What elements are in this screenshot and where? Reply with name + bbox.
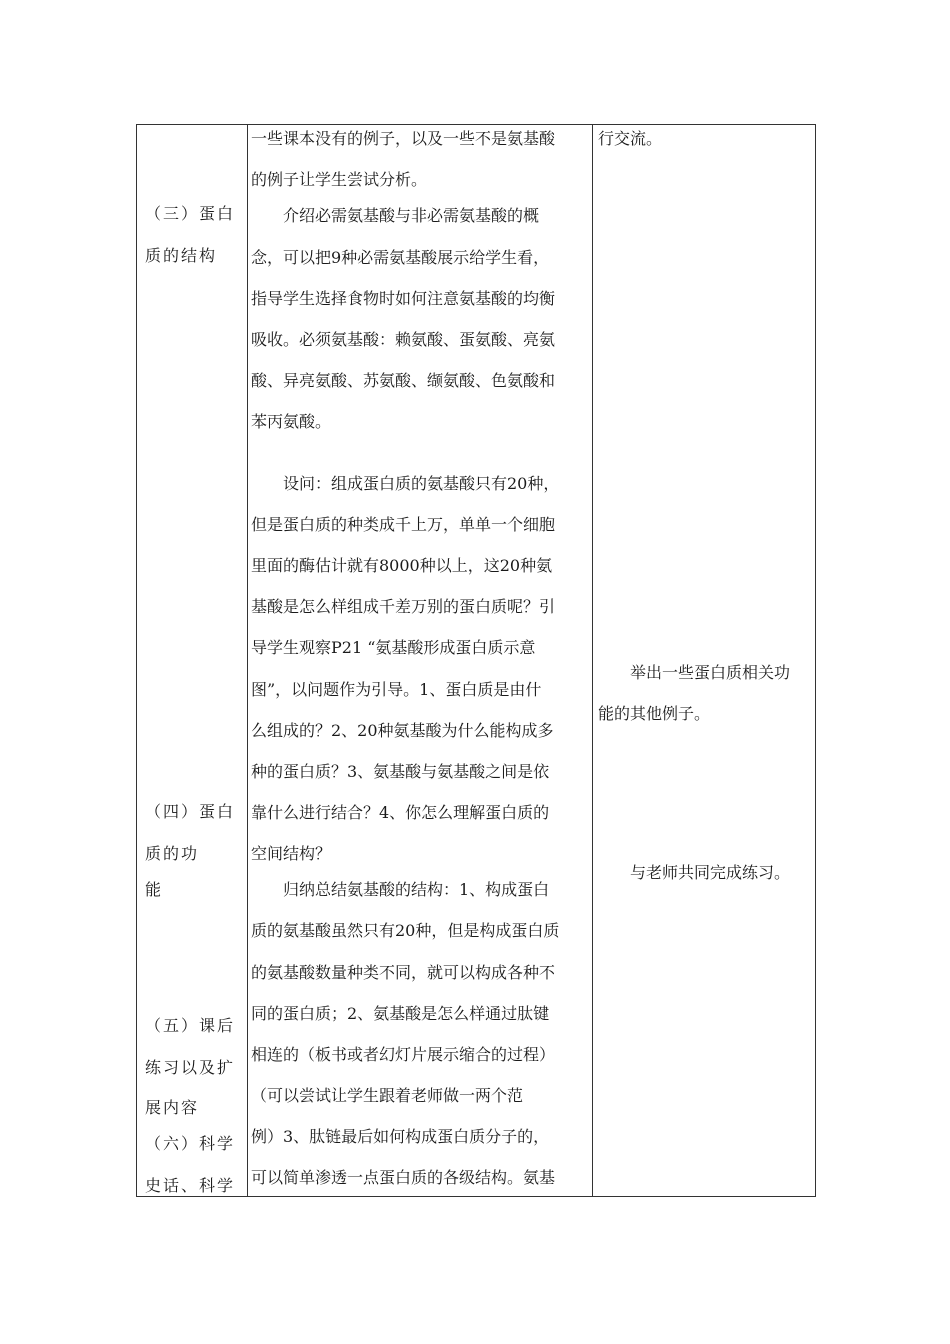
activity-text-line: 念，可以把9种必需氨基酸展示给学生看， bbox=[251, 248, 550, 267]
student-text-line: 行交流。 bbox=[598, 129, 663, 148]
lesson-table bbox=[136, 124, 816, 1197]
teacher-activity-column bbox=[247, 125, 592, 1196]
section-heading-line: （六）科学 bbox=[145, 1134, 236, 1153]
student-activity-column bbox=[592, 125, 817, 1196]
section-heading-line: 质的结构 bbox=[145, 246, 218, 265]
section-heading-line: 练习以及扩 bbox=[145, 1058, 236, 1077]
activity-text-line: 指导学生选择食物时如何注意氨基酸的均衡 bbox=[251, 289, 556, 308]
activity-text-line: 一些课本没有的例子，以及一些不是氨基酸 bbox=[251, 129, 556, 148]
activity-text-line: 图”，以问题作为引导。1、蛋白质是由什 bbox=[251, 680, 542, 699]
activity-text-line: 么组成的？2、20种氨基酸为什么能构成多 bbox=[251, 721, 554, 740]
activity-text-line: 的氨基酸数量种类不同，就可以构成各种不 bbox=[251, 963, 556, 982]
section-heading-line: （四）蛋白 bbox=[145, 802, 236, 821]
activity-text-line: 导学生观察P21 “氨基酸形成蛋白质示意 bbox=[251, 638, 536, 657]
activity-text-line: 酸、异亮氨酸、苏氨酸、缬氨酸、色氨酸和 bbox=[251, 371, 556, 390]
activity-text-line: 的例子让学生尝试分析。 bbox=[251, 170, 428, 189]
section-column bbox=[137, 125, 247, 1196]
section-heading-line: 质的功 bbox=[145, 844, 200, 863]
activity-text-line: 例）3、肽链最后如何构成蛋白质分子的， bbox=[251, 1127, 550, 1146]
section-heading-line: 史话、科学 bbox=[145, 1176, 236, 1195]
activity-text-line: 基酸是怎么样组成千差万别的蛋白质呢？引 bbox=[251, 597, 556, 616]
activity-text-line: 靠什么进行结合？4、你怎么理解蛋白质的 bbox=[251, 803, 550, 822]
section-heading-line: 展内容 bbox=[145, 1098, 200, 1117]
student-text-line: 举出一些蛋白质相关功 bbox=[598, 663, 791, 682]
section-heading-line: （三）蛋白 bbox=[145, 204, 236, 223]
activity-text-line: 介绍必需氨基酸与非必需氨基酸的概 bbox=[251, 206, 540, 225]
activity-text-line: 设问：组成蛋白质的氨基酸只有20种， bbox=[251, 474, 560, 493]
activity-text-line: 同的蛋白质；2、氨基酸是怎么样通过肽键 bbox=[251, 1004, 550, 1023]
section-heading-line: 能 bbox=[145, 880, 164, 899]
activity-text-line: （可以尝试让学生跟着老师做一两个范 bbox=[251, 1086, 524, 1105]
activity-text-line: 吸收。必须氨基酸：赖氨酸、蛋氨酸、亮氨 bbox=[251, 330, 556, 349]
student-text-line: 能的其他例子。 bbox=[598, 704, 711, 723]
activity-text-line: 空间结构？ bbox=[251, 844, 332, 863]
activity-text-line: 但是蛋白质的种类成千上万，单单一个细胞 bbox=[251, 515, 556, 534]
activity-text-line: 质的氨基酸虽然只有20种，但是构成蛋白质 bbox=[251, 921, 560, 940]
section-heading-line: （五）课后 bbox=[145, 1016, 236, 1035]
activity-text-line: 归纳总结氨基酸的结构：1、构成蛋白 bbox=[251, 880, 550, 899]
student-text-line: 与老师共同完成练习。 bbox=[598, 863, 791, 882]
activity-text-line: 相连的（板书或者幻灯片展示缩合的过程） bbox=[251, 1045, 556, 1064]
activity-text-line: 里面的酶估计就有8000种以上，这20种氨 bbox=[251, 556, 553, 575]
activity-text-line: 种的蛋白质？3、氨基酸与氨基酸之间是依 bbox=[251, 762, 550, 781]
activity-text-line: 苯丙氨酸。 bbox=[251, 412, 332, 431]
activity-text-line: 可以简单渗透一点蛋白质的各级结构。氨基 bbox=[251, 1168, 556, 1187]
